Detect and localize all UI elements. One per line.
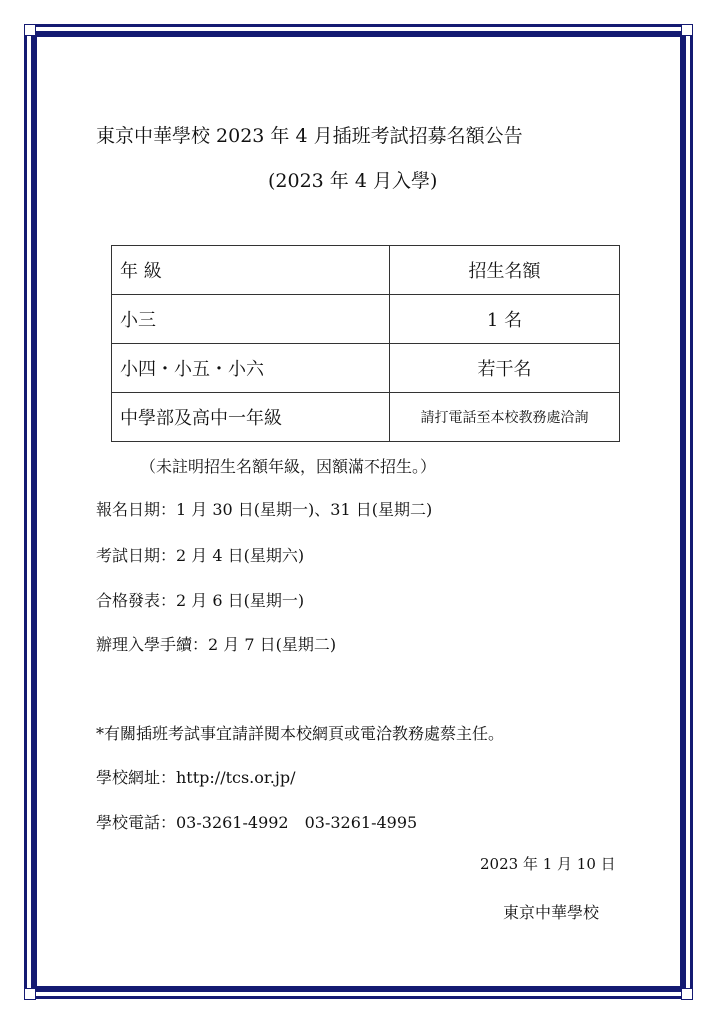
school-signature: 東京中華學校	[503, 903, 600, 922]
header-grade: 年 級	[112, 246, 390, 295]
table-row	[112, 295, 620, 344]
quota-cell: 1 名	[390, 295, 620, 344]
registration-date: 報名日期：1 月 30 日(星期一)、31 日(星期二)	[96, 500, 433, 519]
border-corner-top-left	[24, 24, 36, 36]
results-date: 合格發表：2 月 6 日(星期一)	[96, 591, 305, 610]
table-header-row	[112, 246, 620, 295]
quota-cell: 請打電話至本校教務處洽詢	[390, 393, 620, 442]
table-row	[112, 344, 620, 393]
header-quota: 招生名額	[390, 246, 620, 295]
quota-cell: 若干名	[390, 344, 620, 393]
school-phone: 學校電話：03-3261-4992 03-3261-4995	[96, 813, 418, 832]
table-row	[112, 393, 620, 442]
grade-cell: 中學部及高中一年級	[112, 393, 390, 442]
inquiry-note: *有關插班考試事宜請詳閱本校網頁或電洽教務處蔡主任。	[96, 724, 505, 743]
border-corner-top-right	[681, 24, 693, 36]
enrollment-date: 辦理入學手續：2 月 7 日(星期二)	[96, 635, 337, 654]
school-website: 學校網址：http://tcs.or.jp/	[96, 768, 296, 787]
quota-table	[111, 245, 620, 442]
grade-cell: 小三	[112, 295, 390, 344]
grade-cell: 小四・小五・小六	[112, 344, 390, 393]
notice-title: 東京中華學校 2023 年 4 月插班考試招募名額公告	[96, 125, 523, 147]
notice-date: 2023 年 1 月 10 日	[480, 855, 616, 873]
border-corner-bottom-right	[681, 988, 693, 1000]
quota-note: （未註明招生名額年級，因額滿不招生。）	[140, 457, 437, 476]
border-corner-bottom-left	[24, 988, 36, 1000]
exam-date: 考試日期：2 月 4 日(星期六)	[96, 546, 305, 565]
notice-subtitle: (2023 年 4 月入學)	[268, 170, 438, 192]
